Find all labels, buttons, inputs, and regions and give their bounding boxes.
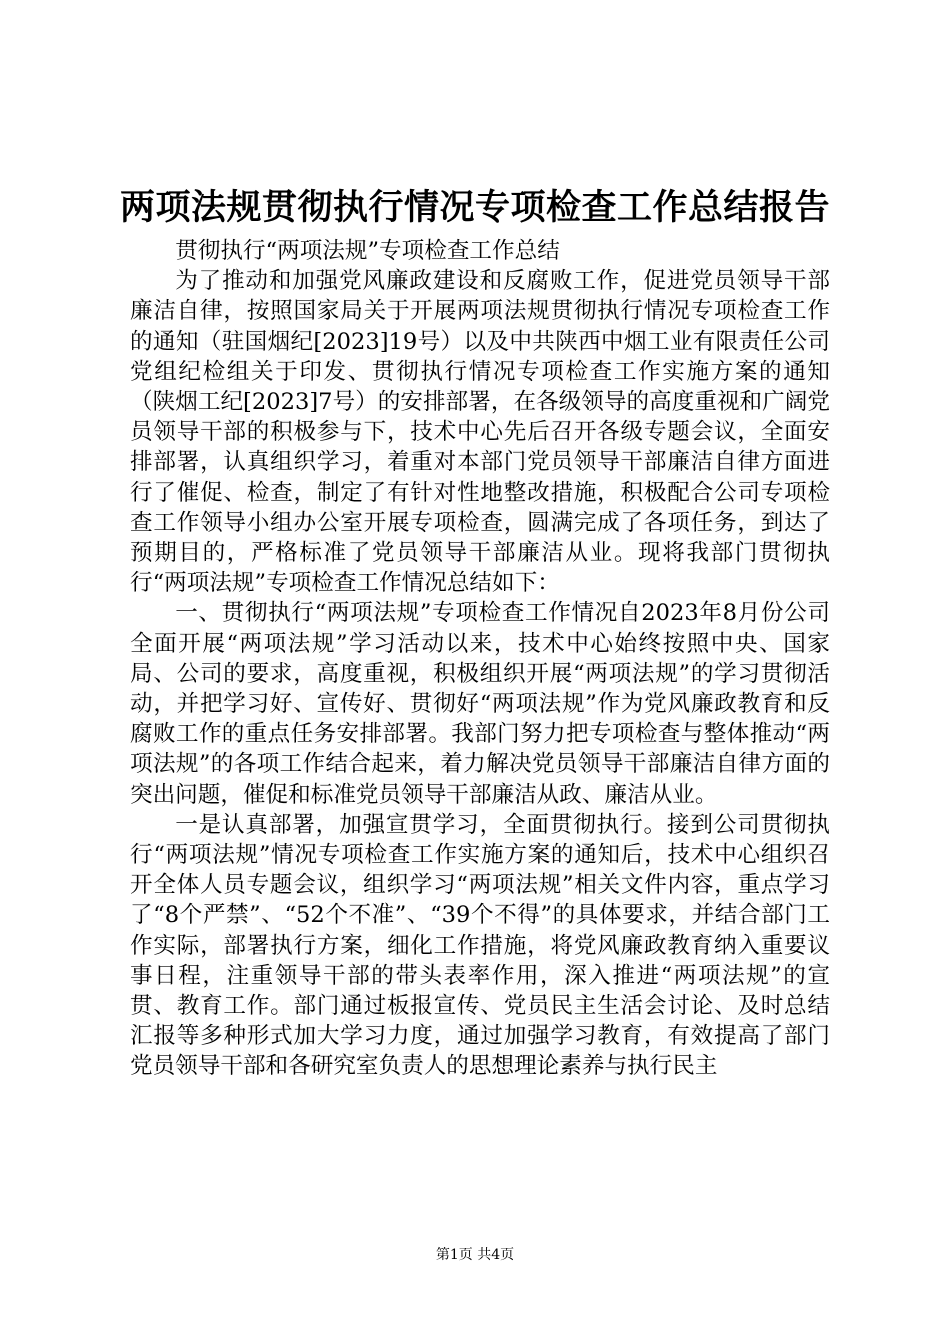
intro-paragraph: 为了推动和加强党风廉政建设和反腐败工作，促进党员领导干部廉洁自律，按照国家局关于开展两项法规贯彻执行情况专项检查工作的通知（驻国烟纪[2023]19号）以及中共陕西中烟工业有限责任公司党组纪检组关于印发、贯彻执行情况专项检查工作实施方案的通知（陕烟工纪[2023]7号）的安排部署，在各级领导的高度重视和广阔党员领导干部的积极参与下，技术中心先后召开各级专题会议，全面安排部署，认真组织学习，着重对本部门党员领导干部廉洁自律方面进行了催促、检查，制定了有针对性地整改措施，积极配合公司专项检查工作领导小组办公室开展专项检查，圆满完成了各项任务，到达了预期目的，严格标准了党员领导干部廉洁从业。现将我部门贯彻执行“两项法规”专项检查工作情况总结如下： xyxy=(130,268,830,597)
point-one-paragraph: 一是认真部署，加强宣贯学习，全面贯彻执行。接到公司贯彻执行“两项法规”情况专项检查工作实施方案的通知后，技术中心组织召开全体人员专题会议，组织学习“两项法规”相关文件内容，重点学习了“8个严禁”、“52个不准”、“39个不得”的具体要求，并结合部门工作实际，部署执行方案，细化工作措施，将党风廉政教育纳入重要议事日程，注重领导干部的带头表率作用，深入推进“两项法规”的宣贯、教育工作。部门通过板报宣传、党员民主生活会讨论、及时总结汇报等多种形式加大学习力度，通过加强学习教育，有效提高了部门党员领导干部和各研究室负责人的思想理论素养与执行民主 xyxy=(130,811,830,1080)
subtitle-paragraph: 贯彻执行“两项法规”专项检查工作总结 xyxy=(175,238,560,264)
document-title: 两项法规贯彻执行情况专项检查工作总结报告 xyxy=(119,188,830,228)
section-one-paragraph: 一、贯彻执行“两项法规”专项检查工作情况自2023年8月份公司全面开展“两项法规”学习活动以来，技术中心始终按照中央、国家局、公司的要求，高度重视，积极组织开展“两项法规”的学习贯彻活动，并把学习好、宣传好、贯彻好“两项法规”作为党风廉政教育和反腐败工作的重点任务安排部署。我部门努力把专项检查与整体推动“两项法规”的各项工作结合起来，着力解决党员领导干部廉洁自律方面的突出问题，催促和标准党员领导干部廉洁从政、廉洁从业。 xyxy=(130,600,830,808)
page-footer: 第1页 共4页 xyxy=(435,1247,515,1263)
document-body xyxy=(130,236,830,1082)
